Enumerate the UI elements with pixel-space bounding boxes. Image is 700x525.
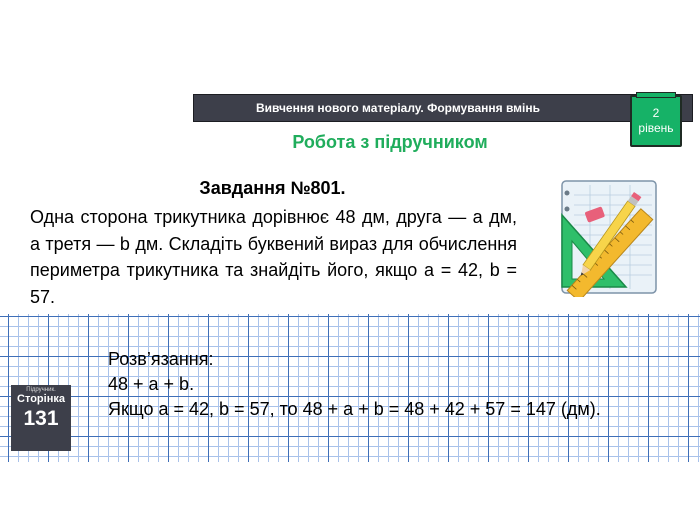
textbook-label-small: Підручник. [26, 387, 56, 393]
textbook-page-label: Сторінка [17, 393, 65, 405]
level-number: 2 [652, 106, 660, 120]
task-text: Одна сторона трикутника дорівнює 48 дм, друга — a дм, а третя — b дм. Складіть буквений вираз для обчислення периметра трикутника та знайдіть його, якщо a = 42, b = 57. [30, 207, 517, 307]
textbook-page-number: 131 [23, 407, 59, 430]
level-label: рівень [638, 121, 674, 135]
page-subtitle: Робота з підручником [292, 132, 488, 152]
notebook-ruler-pencil-icon [560, 175, 660, 297]
textbook-page-badge [11, 385, 71, 451]
solution-expression: 48 + a + b. [108, 374, 195, 394]
banner-title: Вивчення нового матеріалу. Формування вмінь [255, 101, 540, 115]
solution-calculation: Якщо a = 42, b = 57, то 48 + a + b = 48 + 42 + 57 = 147 (дм). [108, 399, 601, 419]
task-title: Завдання №801. [199, 178, 346, 198]
solution-block [108, 347, 601, 422]
solution-heading: Розв’язання: [108, 349, 214, 369]
section-banner [193, 94, 693, 122]
